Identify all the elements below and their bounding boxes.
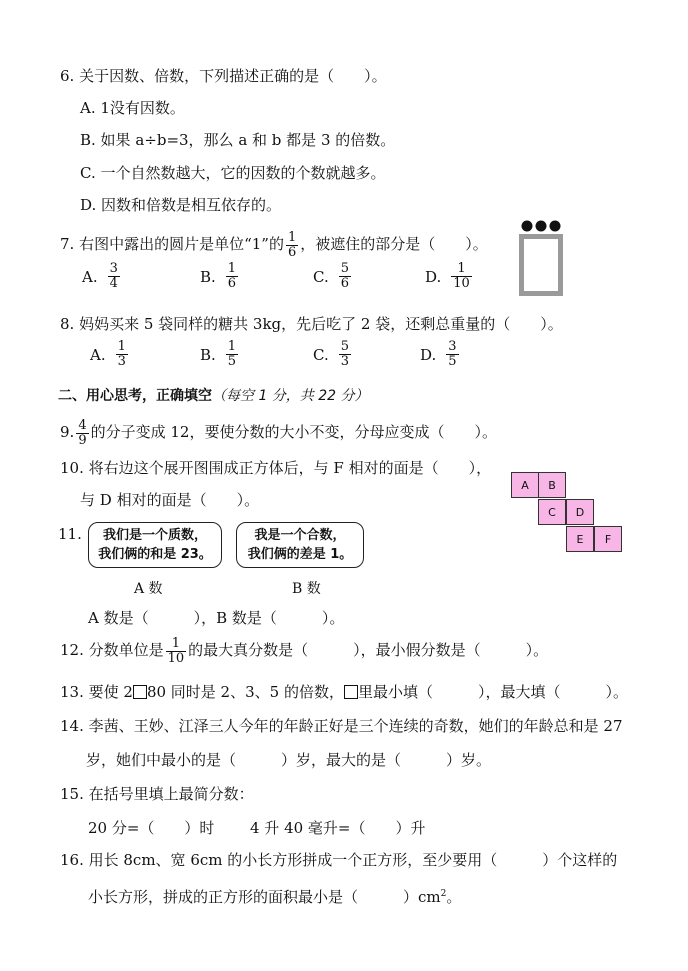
option-label: C. (313, 267, 329, 286)
fraction-numerator: 5 (340, 261, 349, 276)
fraction-numerator: 1 (117, 339, 126, 354)
q9-fraction (76, 419, 88, 448)
fraction-denominator: 10 (167, 650, 185, 666)
q7-option-a (82, 262, 122, 291)
option-fraction (451, 262, 472, 291)
q8-stem: 8. 妈妈买来 5 袋同样的糖共 3kg，先后吃了 2 袋，还剩总重量的（ ）。 (60, 315, 563, 333)
cube-face-f: F (594, 526, 622, 552)
q9-stem (60, 414, 497, 450)
q10-line2: 与 D 相对的面是（ ）。 (80, 491, 260, 509)
fraction-denominator: 3 (117, 354, 126, 369)
q16-text: 小长方形，拼成的正方形的面积最小是（ ）cm (88, 888, 441, 906)
fraction-numerator: 1 (166, 637, 187, 652)
fraction-denominator: 9 (78, 432, 87, 448)
q8-option-a (90, 340, 130, 369)
q8-option-d (420, 340, 461, 369)
cube-face-e: E (566, 526, 594, 552)
caption-a: A 数 (134, 581, 163, 597)
fraction-numerator: 5 (340, 339, 349, 354)
q6-stem: 6. 关于因数、倍数，下列描述正确的是（ ）。 (60, 67, 387, 85)
q13-stem (60, 682, 628, 702)
option-fraction (108, 262, 120, 291)
fraction-numerator: 3 (448, 339, 457, 354)
q12-text-post: 的最大真分数是（ ），最小假分数是（ ）。 (188, 641, 549, 659)
bubble-line: 我们俩的和是 23。 (98, 547, 212, 562)
q6-option-d: D. 因数和倍数是相互依存的。 (80, 196, 282, 214)
q13-text-mid: 80 同时是 2、3、5 的倍数， (146, 683, 344, 701)
section-heading (58, 386, 369, 406)
fraction-numerator: 1 (451, 262, 472, 277)
option-label: D. (425, 267, 442, 286)
fraction-numerator: 3 (109, 261, 118, 276)
q15-stem: 15. 在括号里填上最简分数： (60, 785, 254, 803)
bubble-line: 我们是一个质数， (102, 528, 207, 543)
q7-stem-post: ，被遮住的部分是（ ）。 (300, 235, 488, 253)
blank-square-icon (133, 685, 147, 699)
q7-option-b (200, 262, 240, 291)
q9-text: 的分子变成 12，要使分数的大小不变，分母应变成（ ）。 (90, 423, 497, 441)
bubble-line: 我们俩的差是 1。 (247, 547, 353, 562)
speech-bubble-b (236, 522, 364, 568)
fraction-numerator: 1 (227, 339, 237, 354)
q15-part-a: 20 分=（ ）时 (88, 819, 215, 837)
q16-line1: 16. 用长 8cm、宽 6cm 的小长方形拼成一个正方形，至少要用（ ）个这样的 (60, 851, 618, 869)
q16-line2 (88, 884, 461, 907)
q11-answer: A 数是（ ），B 数是（ ）。 (88, 609, 345, 627)
q16-superscript: 2 (440, 889, 447, 899)
option-fraction (446, 340, 458, 369)
q13-text-post: 里最小填（ ），最大填（ ）。 (357, 683, 628, 701)
option-label: A. (90, 345, 106, 364)
fraction-numerator: 1 (227, 261, 237, 276)
option-fraction (226, 340, 238, 369)
q7-option-c (313, 262, 353, 291)
disc-dot (536, 221, 547, 232)
q14-line1: 14. 李茜、王妙、江泽三人今年的年龄正好是三个连续的奇数，她们的年龄总和是 27 (60, 717, 623, 735)
q7-fraction (286, 231, 298, 260)
disc-dot (550, 221, 561, 232)
fraction-numerator: 4 (78, 417, 87, 433)
option-label: C. (313, 345, 329, 364)
q12-text-pre: 12. 分数单位是 (60, 641, 164, 659)
bubble-line: 我是一个合数， (254, 528, 346, 543)
q16-end: 。 (446, 888, 462, 906)
q10-line1: 10. 将右边这个展开图围成正方体后，与 F 相对的面是（ ）， (60, 459, 492, 477)
option-fraction (339, 340, 351, 369)
q8-option-b (200, 340, 240, 369)
cube-face-a: A (511, 472, 539, 498)
q14-line2: 岁，她们中最小的是（ ）岁，最大的是（ ）岁。 (86, 751, 492, 769)
option-label: D. (420, 345, 437, 364)
section-title: 二、用心思考，正确填空 (58, 388, 212, 404)
covered-discs-figure (516, 216, 568, 300)
option-label: B. (200, 345, 216, 364)
q7-stem (60, 226, 488, 262)
q8-option-c (313, 340, 353, 369)
fraction-numerator: 1 (287, 229, 297, 245)
cube-face-d: D (566, 499, 594, 525)
q7-stem-pre: 7. 右图中露出的圆片是单位“1”的 (60, 235, 284, 253)
q12-stem (60, 632, 548, 668)
option-fraction (116, 340, 128, 369)
option-fraction (339, 262, 351, 291)
fraction-denominator: 5 (227, 354, 237, 369)
q9-number: 9. (60, 423, 75, 441)
q11-number: 11. (58, 525, 82, 543)
option-label: A. (82, 267, 98, 286)
cube-face-c: C (538, 499, 566, 525)
q15-part-b: 4 升 40 毫升=（ ）升 (250, 819, 426, 837)
q6-option-c: C. 一个自然数越大，它的因数的个数就越多。 (80, 164, 386, 182)
speech-bubble-a (88, 522, 222, 568)
fraction-denominator: 3 (340, 354, 349, 369)
section-note: （每空 1 分，共 22 分） (212, 388, 369, 404)
disc-dot (522, 221, 533, 232)
fraction-denominator: 5 (448, 354, 457, 369)
fraction-denominator: 10 (453, 276, 470, 291)
fraction-denominator: 6 (227, 276, 237, 291)
fraction-denominator: 6 (287, 244, 297, 260)
q12-fraction (166, 637, 187, 666)
q6-option-b: B. 如果 a÷b=3，那么 a 和 b 都是 3 的倍数。 (80, 131, 396, 149)
q6-option-a: A. 1没有因数。 (80, 99, 185, 117)
q13-text-pre: 13. 要使 2 (60, 683, 133, 701)
fraction-denominator: 4 (109, 276, 118, 291)
option-fraction (226, 262, 238, 291)
q7-option-d (425, 262, 474, 291)
fraction-denominator: 6 (340, 276, 349, 291)
cube-face-b: B (538, 472, 566, 498)
blank-square-icon (344, 685, 358, 699)
caption-b: B 数 (292, 581, 321, 597)
cover-box-inner (524, 239, 558, 291)
option-label: B. (200, 267, 216, 286)
